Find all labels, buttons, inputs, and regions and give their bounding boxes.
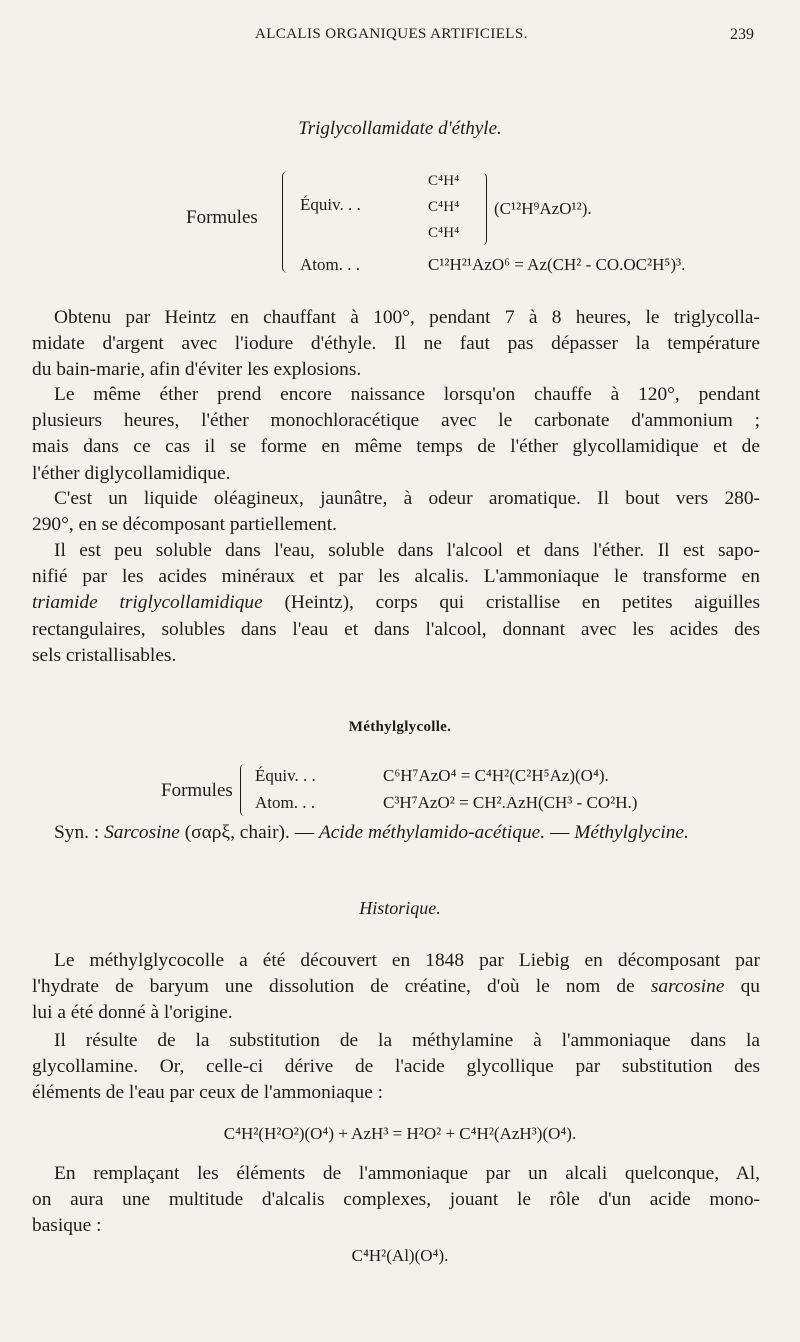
formula-block-triglycollamidate	[0, 165, 800, 280]
text-line: basique :	[32, 1215, 102, 1237]
right-brace	[478, 173, 487, 245]
equation: C⁴H²(H²O²)(O⁴) + AzH³ = H²O² + C⁴H²(AzH³)(O⁴).	[223, 1124, 577, 1143]
stack-formula-2: C⁴H⁴	[428, 199, 460, 215]
left-brace	[282, 171, 293, 273]
text-line: En remplaçant les éléments de l'ammoniaque par un alcali quelconque, Al,	[54, 1163, 760, 1184]
text-line: Le même éther prend encore naissance lorsqu'on chauffe à 120°, pendant	[54, 384, 760, 405]
page-number: 239	[730, 26, 754, 43]
paragraph-2	[32, 382, 760, 487]
running-title: ALCALIS ORGANIQUES ARTIFICIELS.	[255, 26, 528, 42]
section-title-methylglycolle: Méthylglycolle.	[348, 719, 452, 735]
final-formula: C⁴H²(Al)(O⁴).	[351, 1246, 449, 1265]
text-line: sels cristallisables.	[32, 644, 177, 666]
formulas-label: Formules	[186, 207, 258, 228]
italic-term: triamide triglycollamidique	[32, 592, 263, 614]
text-line: l'hydrate de baryum une dissolution de créatine, d'où le nom de sarcosine qu	[32, 976, 760, 998]
text-line: 290°, en se décomposant partiellement.	[32, 514, 337, 536]
text-line: lui a été donné à l'origine.	[32, 1002, 233, 1024]
atom-label: Atom. . .	[300, 255, 360, 274]
text-line: Le méthylglycocolle a été découvert en 1848 par Liebig en décomposant par	[54, 950, 760, 971]
atom-formula: C¹²H²¹AzO⁶ = Az(CH² - CO.OC²H⁵)³.	[428, 255, 686, 274]
equiv-formula: (C¹²H⁹AzO¹²).	[494, 199, 592, 218]
synonyms-line	[32, 820, 760, 846]
paragraph-4	[32, 538, 760, 669]
formula-block-methylglycolle	[0, 760, 800, 820]
text-line: Obtenu par Heintz en chauffant à 100°, pendant 7 à 8 heures, le triglycolla-	[54, 307, 760, 328]
formulas-label: Formules	[161, 780, 233, 801]
stack-formula-1: C⁴H⁴	[428, 173, 460, 189]
text-line: du bain-marie, afin d'éviter les explosions.	[32, 359, 362, 381]
text-line: éléments de l'eau par ceux de l'ammoniaque :	[32, 1082, 384, 1104]
equiv-formula: C⁶H⁷AzO⁴ = C⁴H²(C²H⁵Az)(O⁴).	[383, 766, 609, 785]
stack-formula-3: C⁴H⁴	[428, 225, 460, 241]
text-line: rectangulaires, solubles dans l'eau et dans l'alcool, donnant avec les acides des	[32, 618, 760, 640]
paragraph-6	[32, 1028, 760, 1107]
text-line: triamide triglycollamidique (Heintz), corps qui cristallise en petites aiguilles	[32, 592, 760, 614]
text-line: mais dans ce cas il se forme en même temps de l'éther glycollamidique et de	[32, 436, 760, 458]
paragraph-3	[32, 486, 760, 538]
text-line: plusieurs heures, l'éther monochloracétique avec le carbonate d'ammonium ;	[32, 410, 760, 432]
atom-formula: C³H⁷AzO² = CH².AzH(CH³ - CO²H.)	[383, 793, 638, 812]
text-line: on aura une multitude d'alcalis complexes, jouant le rôle d'un acide mono-	[32, 1189, 760, 1211]
left-brace	[240, 764, 249, 816]
text-line: glycollamine. Or, celle-ci dérive de l'acide glycollique par substitution des	[32, 1056, 760, 1078]
equiv-label: Équiv. . .	[300, 195, 361, 214]
atom-label: Atom. . .	[255, 793, 315, 812]
paragraph-5	[32, 948, 760, 1027]
text-line: l'éther diglycollamidique.	[32, 462, 231, 484]
text-line: midate d'argent avec l'iodure d'éthyle. Il ne faut pas dépasser la température	[32, 333, 760, 355]
subsection-historique: Historique.	[359, 898, 441, 918]
text-line: Il est peu soluble dans l'eau, soluble dans l'alcool et dans l'éther. Il est sapo-	[54, 540, 760, 561]
paragraph-1	[32, 305, 760, 384]
text-line: Syn. : Sarcosine (σαρξ, chair). — Acide méthylamido-acétique. — Méthylglycine.	[54, 822, 689, 843]
equiv-label: Équiv. . .	[255, 766, 316, 785]
text-line: C'est un liquide oléagineux, jaunâtre, à odeur aromatique. Il bout vers 280-	[54, 488, 760, 509]
text-line: nifié par les acides minéraux et par les alcalis. L'ammoniaque le transforme en	[32, 566, 760, 588]
text-line: Il résulte de la substitution de la méthylamine à l'ammoniaque dans la	[54, 1030, 760, 1051]
section-title-triglycollamidate: Triglycollamidate d'éthyle.	[298, 118, 502, 139]
paragraph-7	[32, 1161, 760, 1240]
running-head	[0, 26, 800, 50]
